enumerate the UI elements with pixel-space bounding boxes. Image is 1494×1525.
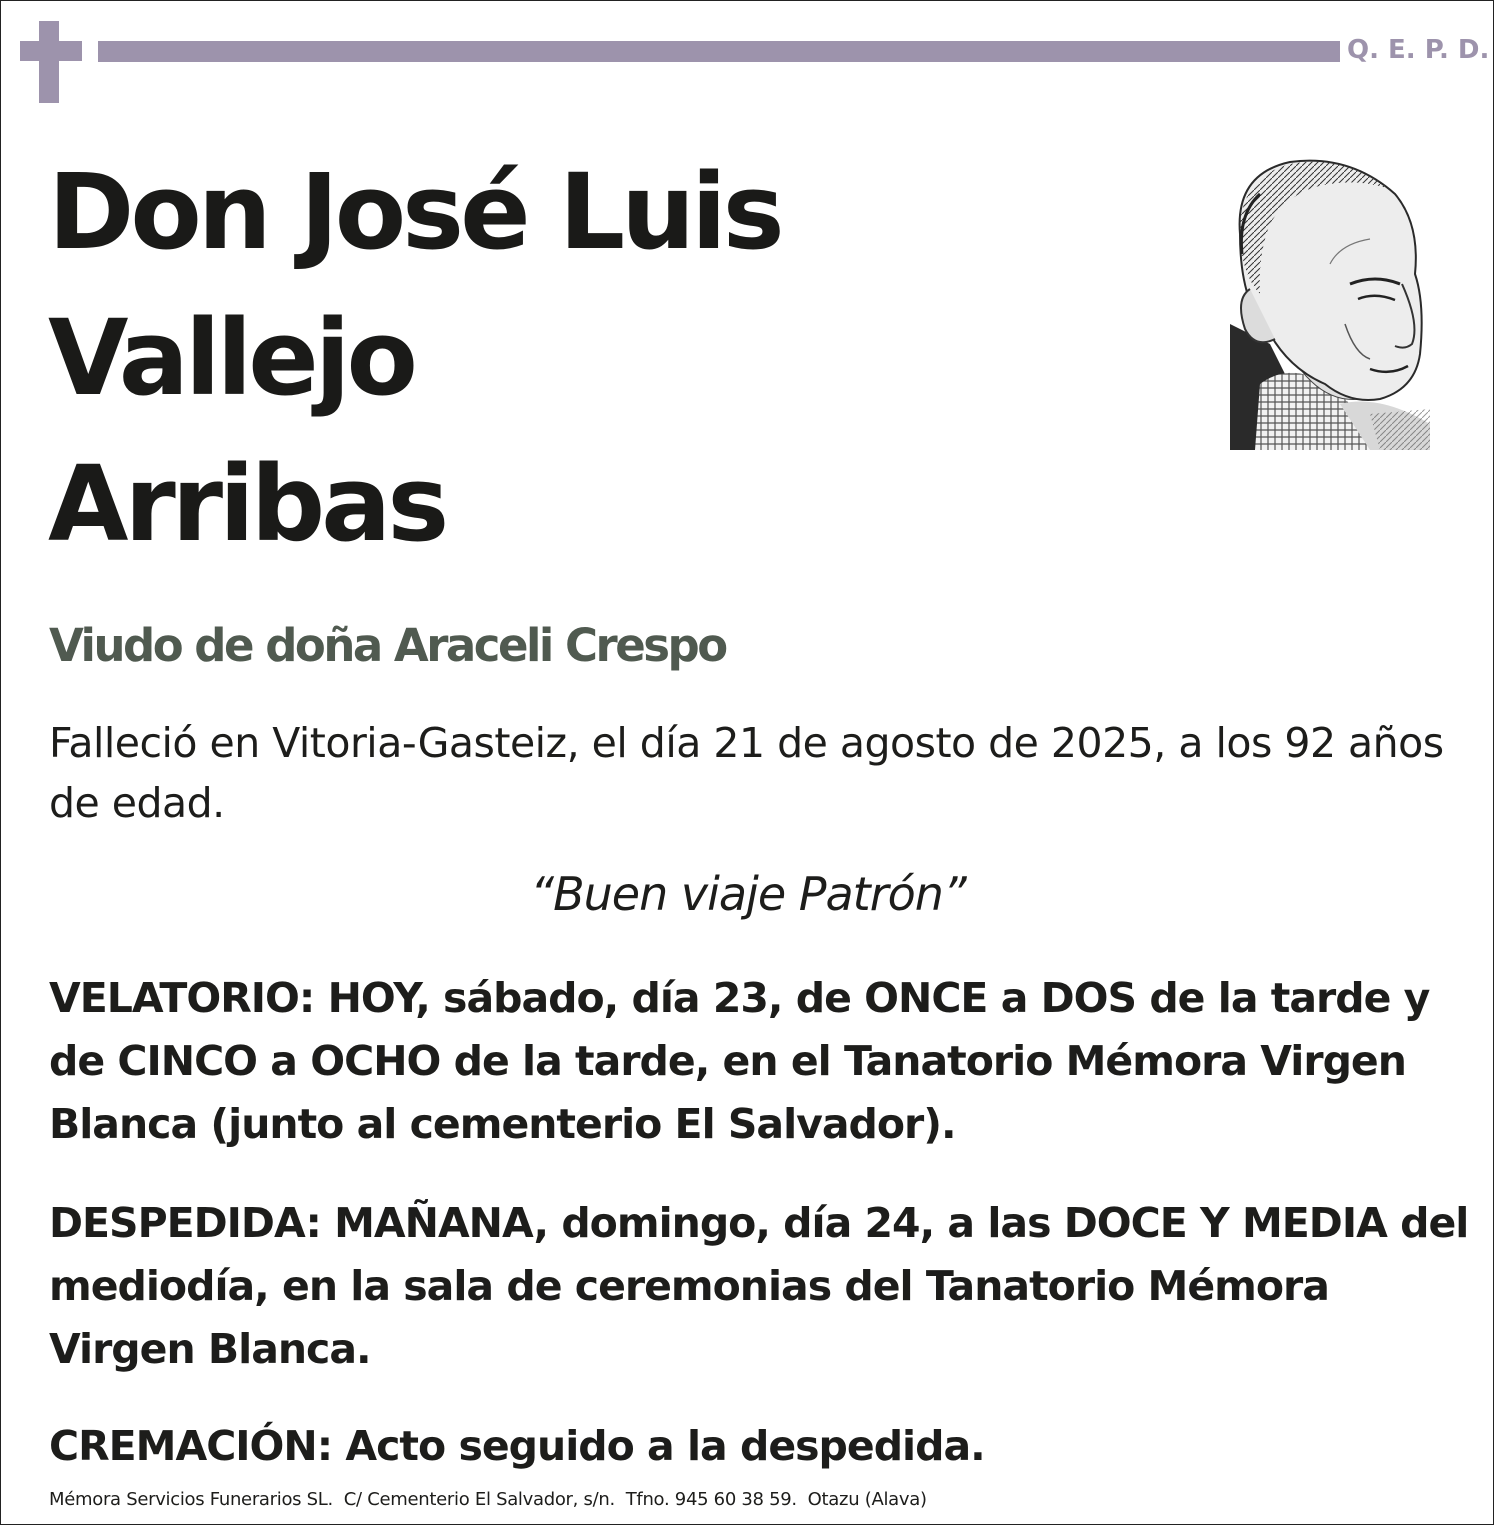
latin-cross-icon: [20, 21, 82, 103]
cremacion-info: CREMACIÓN: Acto seguido a la despedida.: [49, 1422, 985, 1470]
name-line-1: Don José Luis: [48, 151, 781, 273]
velatorio-info: VELATORIO: HOY, sábado, día 23, de ONCE a DOS de la tarde y de CINCO a OCHO de la tarde, en el Tanatorio Mémora Virgen Blanca (junto al cementerio El Salvador).: [49, 974, 1430, 1148]
name-line-3: Arribas: [48, 443, 446, 565]
header-rule: [98, 41, 1340, 62]
portrait-photo: [1230, 154, 1430, 450]
despedida-info: DESPEDIDA: MAÑANA, domingo, día 24, a las DOCE Y MEDIA del mediodía, en la sala de ceremonias del Tanatorio Mémora Virgen Blanca.: [49, 1199, 1469, 1373]
deceased-name: [48, 139, 781, 577]
funeral-home-footer: Mémora Servicios Funerarios SL. C/ Cementerio El Salvador, s/n. Tfno. 945 60 38 59. Otazu (Alava): [49, 1489, 927, 1510]
epitaph-quote: “Buen viaje Patrón”: [530, 867, 966, 921]
qepd-tag: Q. E. P. D.: [1347, 35, 1490, 65]
death-notice: Falleció en Vitoria-Gasteiz, el día 21 de agosto de 2025, a los 92 años de edad.: [49, 719, 1444, 827]
widow-of-line: Viudo de doña Araceli Crespo: [49, 619, 726, 672]
name-line-2: Vallejo: [48, 297, 414, 419]
